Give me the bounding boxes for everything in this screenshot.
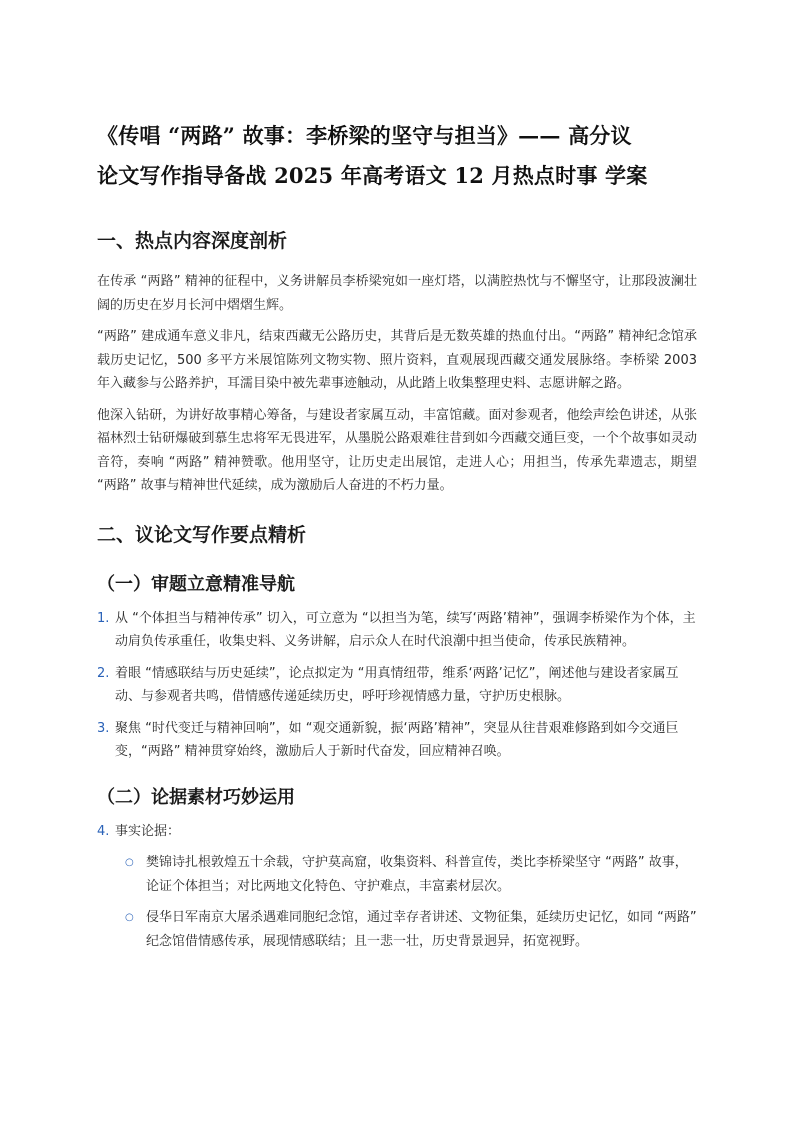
list-item-text: 事实论据： bbox=[115, 823, 181, 839]
list-item bbox=[97, 607, 697, 654]
subsection-heading-evidence: （二）论据素材巧妙运用 bbox=[97, 786, 295, 808]
title-line-1: 《传唱 “两路” 故事：李桥梁的坚守与担当》—— 高分议 bbox=[97, 123, 632, 148]
paragraph-intro: 在传承 “两路” 精神的征程中，义务讲解员李桥梁宛如一座灯塔，以满腔热忱与不懈坚守，让那段波澜壮阔的历史在岁月长河中熠熠生辉。 bbox=[97, 274, 697, 313]
section-heading-hotspot-analysis: 一、热点内容深度剖析 bbox=[97, 230, 288, 252]
list-number: 3. bbox=[97, 720, 110, 736]
paragraph-background: “两路” 建成通车意义非凡，结束西藏无公路历史，其背后是无数英雄的热血付出。“两路” 精神纪念馆承载历史记忆，500 多平方米展馆陈列文物实物、照片资料，直观展现西藏交通发展脉络。李桥梁 2003 年入藏参与公路养护，耳濡目染中被先辈事迹触动，从此踏上收集整理史料、志愿讲解之路。 bbox=[97, 329, 697, 391]
bullet-item-text: 侵华日军南京大屠杀遇难同胞纪念馆，通过幸存者讲述、文物征集，延续历史记忆，如同 “两路” 纪念馆借情感传承，展现情感联结；且一悲一壮，历史背景迥异，拓宽视野。 bbox=[146, 910, 697, 949]
paragraph-story: 他深入钻研，为讲好故事精心筹备，与建设者家属互动，丰富馆藏。面对参观者，他绘声绘色讲述，从张福林烈士钻研爆破到慕生忠将军无畏进军，从墨脱公路艰难往昔到如今西藏交通巨变，一个个故事如灵动音符，奏响 “两路” 精神赞歌。他用坚守，让历史走出展馆，走进人心；用担当，传承先辈遗志，期望 “两路” 故事与精神世代延续，成为激励后人奋进的不朽力量。 bbox=[97, 407, 697, 493]
document-title bbox=[97, 116, 697, 196]
list-item bbox=[97, 717, 697, 764]
list-item bbox=[97, 662, 697, 709]
bullet-item bbox=[97, 906, 697, 953]
list-number: 1. bbox=[97, 610, 110, 626]
hollow-circle-bullet-icon: ○ bbox=[125, 857, 134, 868]
hollow-circle-bullet-icon: ○ bbox=[125, 912, 134, 923]
list-item-text: 聚焦 “时代变迁与精神回响”，如 “观交通新貌，振‘两路’精神”，突显从往昔艰难修路到如今交通巨变，“两路” 精神贯穿始终，激励后人于新时代奋发，回应精神召唤。 bbox=[115, 720, 679, 759]
subsection-heading-topic: （一）审题立意精准导航 bbox=[97, 573, 295, 595]
ordered-list-evidence bbox=[97, 820, 697, 954]
ordered-list-topic bbox=[97, 607, 697, 764]
list-item-text: 着眼 “情感联结与历史延续”，论点拟定为 “用真情纽带，维系‘两路’记忆”，阐述他与建设者家属互动、与参观者共鸣，借情感传递延续历史，呼吁珍视情感力量，守护历史根脉。 bbox=[115, 665, 679, 704]
section-heading-writing-points: 二、议论文写作要点精析 bbox=[97, 523, 307, 546]
document-page bbox=[97, 116, 697, 953]
list-item-text: 从 “个体担当与精神传承” 切入，可立意为 “以担当为笔，续写‘两路’精神”，强调李桥梁作为个体，主动肩负传承重任，收集史料、义务讲解，启示众人在时代浪潮中担当使命，传承民族精神。 bbox=[115, 610, 696, 649]
bullet-list-facts bbox=[97, 851, 697, 953]
bullet-item-text: 樊锦诗扎根敦煌五十余载，守护莫高窟，收集资料、科普宣传，类比李桥梁坚守 “两路” 故事，论证个体担当；对比两地文化特色、守护难点，丰富素材层次。 bbox=[146, 855, 688, 894]
list-item bbox=[97, 820, 697, 844]
bullet-item bbox=[97, 851, 697, 898]
title-line-2: 论文写作指导备战 2025 年高考语文 12 月热点时事 学案 bbox=[97, 163, 648, 188]
list-number: 2. bbox=[97, 665, 110, 681]
list-number: 4. bbox=[97, 823, 110, 839]
